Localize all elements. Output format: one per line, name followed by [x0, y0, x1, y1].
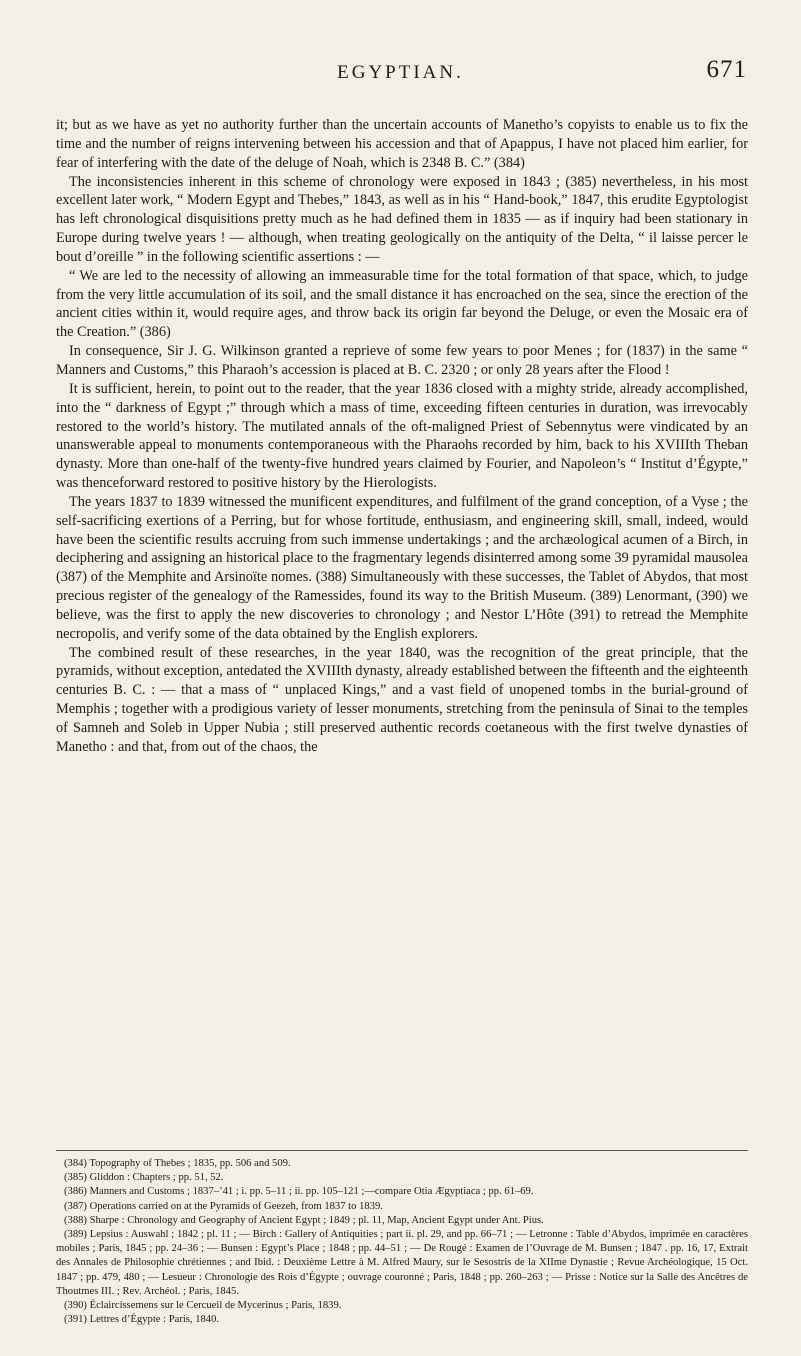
paragraph-6: The years 1837 to 1839 witnessed the munificent expenditures, and fulfilment of the grand conception, of a Vyse ; the self-sacrificing exertions of a Perring, but for whose fortitude, enthusiasm, and engineering skill, small, indeed, would have been the scientific results accruing from such immense undertakings ; and the archæological acumen of a Birch, in deciphering and assigning an historical place to the fragmentary legends disinterred among some 39 pyramidal mausolea (387) of the Memphite and Arsinoïte nomes. (388) Simultaneously with these successes, the Tablet of Abydos, that most precious register of the genealogy of the Ramessides, found its way to the British Museum. (389) Lenormant, (390) we believe, was the first to apply the new discoveries to chronology ; and Nestor L’Hôte (391) to retread the Memphite necropolis, and verify some of the data obtained by the English explorers. — [56, 493, 748, 642]
footnote-385: (385) Gliddon : Chapters ; pp. 51, 52. — [64, 1172, 224, 1184]
footnote-384: (384) Topography of Thebes ; 1835, pp. 506 and 509. — [64, 1158, 291, 1169]
footnote-388: (388) Sharpe : Chronology and Geography of Ancient Egypt ; 1849 ; pl. 11, Map, Ancient Egypt under Ant. Pius. — [64, 1214, 544, 1226]
paragraph-2: The inconsistencies inherent in this scheme of chronology were exposed in 1843 ; (385) nevertheless, in his most excellent later work, “ Modern Egypt and Thebes,” 1843, as well as in his “ Hand-book,” 1847, this erudite Egyptologist has left chronological disquisitions pretty much as he had defined them in 1835 — as if inquiry had been stationary in Europe during twelve years ! — although, when treating geologically on the antiquity of the Delta, “ il laisse percer le bout d’oreille ” in the following scientific assertions : — — [56, 173, 748, 265]
footnote-387: (387) Operations carried on at the Pyramids of Geezeh, from 1837 to 1839. — [64, 1200, 383, 1212]
footnote-391: (391) Lettres d’Égypte : Paris, 1840. — [64, 1314, 220, 1326]
paragraph-4: In consequence, Sir J. G. Wilkinson granted a reprieve of some few years to poor Menes ; for (1837) in the same “ Manners and Customs,” this Pharaoh’s accession is placed at B. C. 2320 ; or only 28 years after the Flood ! — [56, 343, 748, 378]
page-number: 671 — [706, 56, 747, 83]
footnote-386: (386) Manners and Customs ; 1837–’41 ; i. pp. 5–11 ; ii. pp. 105–121 ;—compare Otia Ægyptiaca ; pp. 61–69. — [64, 1186, 534, 1198]
main-text — [56, 116, 748, 757]
paragraph-1: it; but as we have as yet no authority further than the uncertain accounts of Manetho’s copyists to enable us to fix the time and the number of reigns intervening between his accession and that of Apappus, I have not placed him earlier, for fear of interfering with the date of the deluge of Noah, which is 2348 B. C.” (384) — [56, 117, 748, 171]
paragraph-7: The combined result of these researches, in the year 1840, was the recognition of the great principle, that the pyramids, without exception, antedated the XVIIIth dynasty, already established between the fifteenth and the eighteenth centuries B. C. : — that a mass of “ unplaced Kings,” and a vast field of unopened tombs in the burial-ground of Memphis ; together with a prodigious variety of lesser monuments, stretching from the peninsula of Sinai to the temples of Samneh and Soleb in Upper Nubia ; still preserved authentic records coetaneous with the first twelve dynasties of Manetho : and that, from out of the chaos, the — [56, 644, 748, 755]
block-quote: “ We are led to the necessity of allowing an immeasurable time for the total formation of that space, which, to judge from the very little accumulation of its soil, and the small distance it has encroached on the sea, since the erection of the ancient cities within it, would require ages, and throw back its origin far beyond the Deluge, or even the Mosaic era of the Creation.” (386) — [56, 267, 748, 341]
running-title: EGYPTIAN. — [337, 62, 464, 83]
footnote-389: (389) Lepsius : Auswahl ; 1842 ; pl. 11 ; — Birch : Gallery of Antiquities ; part ii. pl. 29, and pp. 66–71 ; — Letronne : Table d’Abydos, imprimée en caractères mobiles ; Paris, 1845 ; pp. 24–36 ; — Bunsen : Egypt’s Place ; 1848 ; pp. 44–51 ; — De Rougé : Examen de l’Ouvrage de M. Bunsen ; 1847 . pp. 16, 17, Extrait des Annales de Philosophie chrétiennes ; and Ibid. : Deuxième Lettre à M. Alfred Maury, sur le Sesostris de la XIIme Dynastie ; Revue Archéologique, 15 Oct. 1847 ; pp. 479, 480 ; — Lesueur : Chronologie des Rois d’Égypte ; ouvrage couronné ; Paris, 1848 ; pp. 260–263 ; — Prisse : Notice sur la Salle des Ancêtres de Thoutmes III. ; Rev. Archéol. ; Paris, 1845. — [56, 1229, 748, 1297]
footnotes — [56, 1157, 748, 1327]
footnote-divider — [56, 1150, 748, 1151]
paragraph-5: It is sufficient, herein, to point out to the reader, that the year 1836 closed with a mighty stride, already accomplished, into the “ darkness of Egypt ;” through which a mass of time, exceeding fifteen centuries in duration, was irrevocably restored to the world’s history. The mutilated annals of the oft-maligned Priest of Sebennytus were vindicated by an unanswerable appeal to monuments contemporaneous with the Pharaohs recorded by him, back to his XVIIIth Theban dynasty. More than one-half of the twenty-five hundred years claimed by Fourier, and Napoleon’s “ Institut d’Égypte,” was thenceforward restored to positive history by the Hierologists. — [56, 380, 748, 492]
footnote-390: (390) Éclaircissemens sur le Cercueil de Mycerinus ; Paris, 1839. — [64, 1300, 342, 1312]
